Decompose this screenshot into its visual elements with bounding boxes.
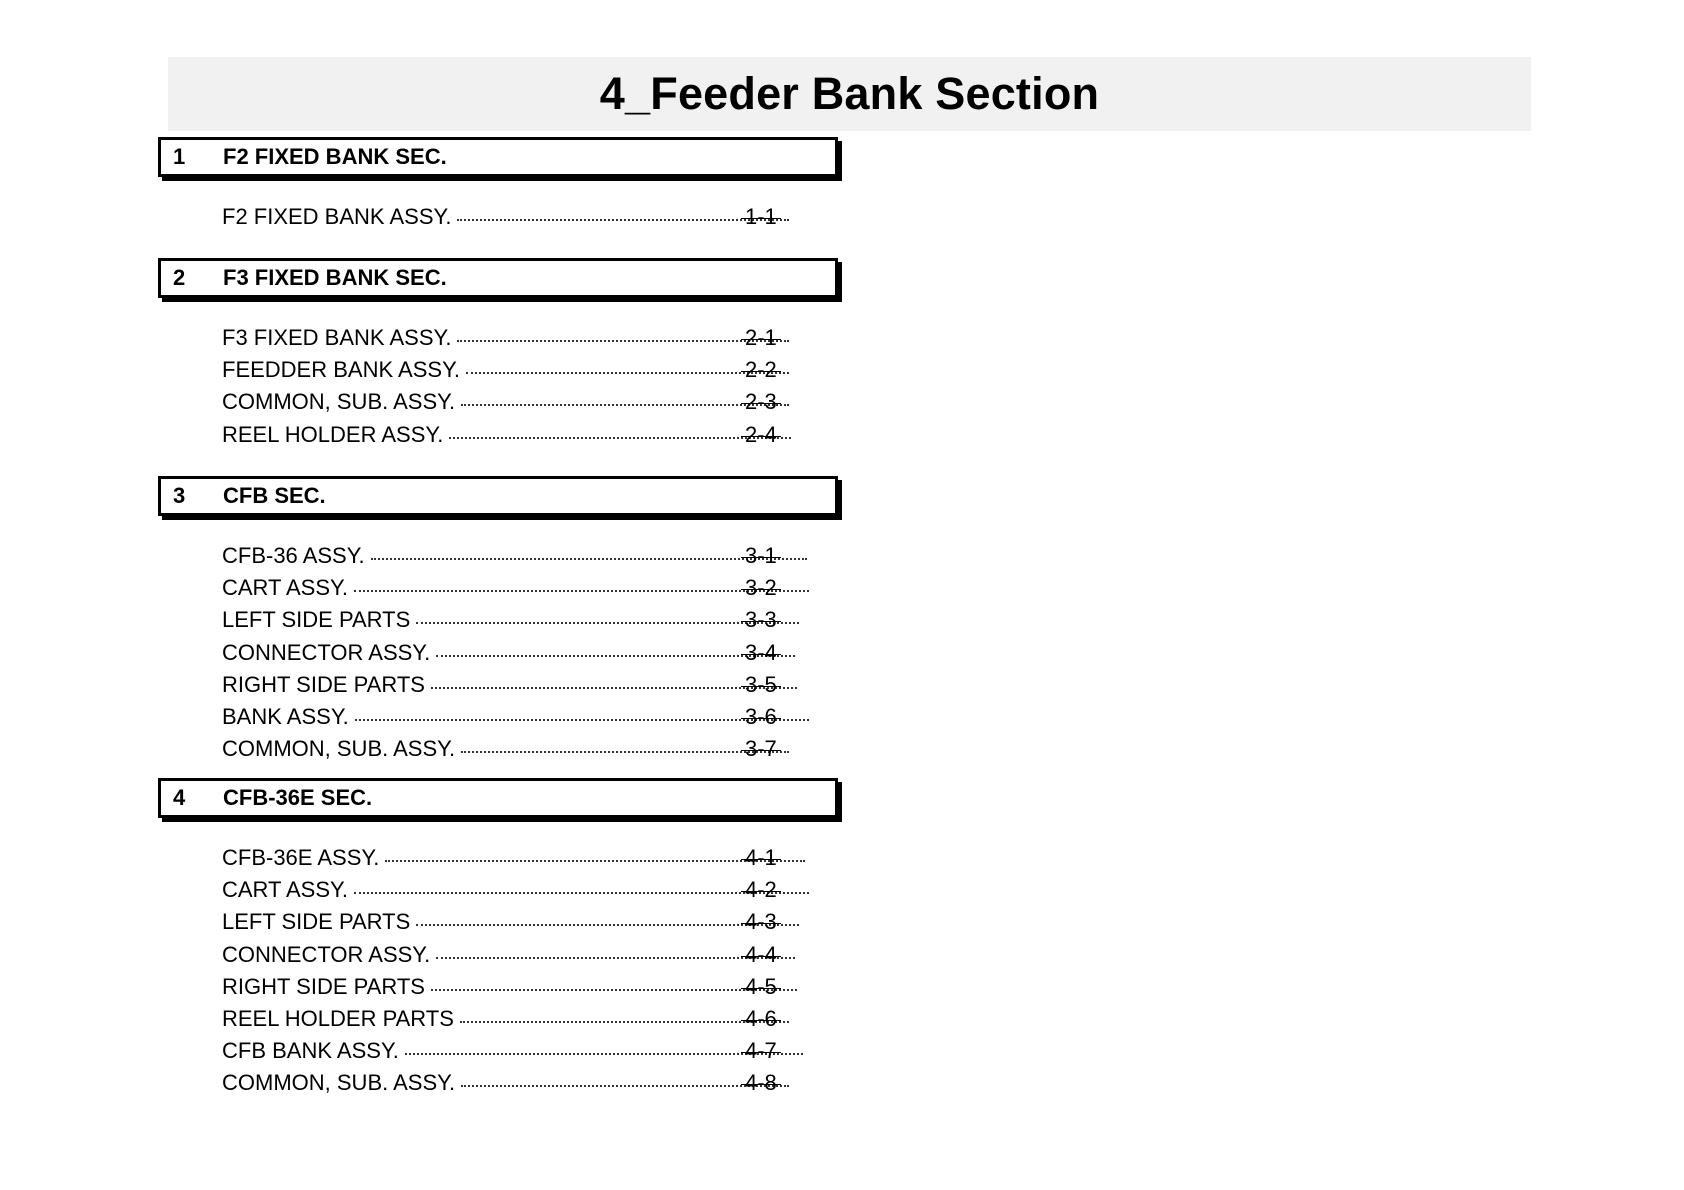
entry-name: COMMON, SUB. ASSY. <box>222 1067 459 1099</box>
entry-name: RIGHT SIDE PARTS <box>222 971 429 1003</box>
dot-leader <box>457 219 789 221</box>
entry-name: BANK ASSY. <box>222 701 353 733</box>
entry-name: CFB BANK ASSY. <box>222 1035 403 1067</box>
section-header-2[interactable] <box>158 258 838 298</box>
entry-page: 2-4 <box>745 419 777 451</box>
toc-entry[interactable] <box>222 354 822 386</box>
toc-entry[interactable] <box>222 637 822 669</box>
toc-entry[interactable] <box>222 733 822 765</box>
toc-entry[interactable] <box>222 1067 822 1099</box>
entry-page: 3-6 <box>745 701 777 733</box>
section-title: CFB SEC. <box>223 483 326 508</box>
entry-page: 4-7 <box>745 1035 777 1067</box>
dot-leader <box>354 892 809 894</box>
entry-page: 2-1 <box>745 322 777 354</box>
section-header-3[interactable] <box>158 476 838 516</box>
dot-leader <box>461 751 789 753</box>
toc-entry[interactable] <box>222 572 822 604</box>
toc-entry[interactable] <box>222 669 822 701</box>
dot-leader <box>405 1053 803 1055</box>
entry-name: LEFT SIDE PARTS <box>222 604 414 636</box>
section-header-4[interactable] <box>158 778 838 818</box>
entry-page: 4-1 <box>745 842 777 874</box>
toc-entry[interactable] <box>222 604 822 636</box>
section-4-entries <box>222 842 822 1100</box>
entry-name: CFB-36E ASSY. <box>222 842 383 874</box>
dot-leader <box>416 924 799 926</box>
entry-page: 2-3 <box>745 386 777 418</box>
entry-name: F3 FIXED BANK ASSY. <box>222 322 455 354</box>
dot-leader <box>385 860 805 862</box>
section-title: F2 FIXED BANK SEC. <box>223 144 447 169</box>
entry-name: CONNECTOR ASSY. <box>222 637 434 669</box>
entry-page: 1-1 <box>745 201 777 233</box>
entry-page: 3-2 <box>745 572 777 604</box>
entry-page: 4-3 <box>745 906 777 938</box>
dot-leader <box>416 622 799 624</box>
entry-name: LEFT SIDE PARTS <box>222 906 414 938</box>
section-1-entries <box>222 201 822 233</box>
entry-name: COMMON, SUB. ASSY. <box>222 386 459 418</box>
toc-entry[interactable] <box>222 540 822 572</box>
entry-page: 4-6 <box>745 1003 777 1035</box>
toc-entry[interactable] <box>222 971 822 1003</box>
toc-entry[interactable] <box>222 1003 822 1035</box>
page-title: 4_Feeder Bank Section <box>599 68 1100 119</box>
entry-name: FEEDDER BANK ASSY. <box>222 354 464 386</box>
dot-leader <box>436 957 795 959</box>
page-title-bar <box>168 57 1531 131</box>
entry-page: 3-5 <box>745 669 777 701</box>
entry-name: CART ASSY. <box>222 572 352 604</box>
entry-name: RIGHT SIDE PARTS <box>222 669 429 701</box>
dot-leader <box>371 558 807 560</box>
entry-page: 4-2 <box>745 874 777 906</box>
dot-leader <box>466 372 789 374</box>
dot-leader <box>354 590 809 592</box>
entry-name: CART ASSY. <box>222 874 352 906</box>
entry-page: 4-8 <box>745 1067 777 1099</box>
toc-entry[interactable] <box>222 419 822 451</box>
dot-leader <box>436 655 795 657</box>
entry-page: 3-3 <box>745 604 777 636</box>
section-2-entries <box>222 322 822 451</box>
dot-leader <box>431 989 797 991</box>
entry-page: 3-4 <box>745 637 777 669</box>
dot-leader <box>431 687 797 689</box>
entry-page: 4-4 <box>745 939 777 971</box>
entry-page: 3-1 <box>745 540 777 572</box>
toc-entry[interactable] <box>222 201 822 233</box>
entry-name: F2 FIXED BANK ASSY. <box>222 201 455 233</box>
toc-entry[interactable] <box>222 386 822 418</box>
toc-entry[interactable] <box>222 906 822 938</box>
entry-name: CONNECTOR ASSY. <box>222 939 434 971</box>
toc-entry[interactable] <box>222 874 822 906</box>
toc-entry[interactable] <box>222 939 822 971</box>
toc-entry[interactable] <box>222 322 822 354</box>
toc-entry[interactable] <box>222 701 822 733</box>
section-number: 2 <box>173 265 186 290</box>
entry-name: REEL HOLDER ASSY. <box>222 419 447 451</box>
section-number: 4 <box>173 785 186 810</box>
entry-name: REEL HOLDER PARTS <box>222 1003 458 1035</box>
entry-name: CFB-36 ASSY. <box>222 540 369 572</box>
entry-name: COMMON, SUB. ASSY. <box>222 733 459 765</box>
section-number: 1 <box>173 144 186 169</box>
section-title: F3 FIXED BANK SEC. <box>223 265 447 290</box>
dot-leader <box>355 719 809 721</box>
dot-leader <box>449 437 791 439</box>
dot-leader <box>460 1021 789 1023</box>
section-title: CFB-36E SEC. <box>223 785 373 810</box>
entry-page: 3-7 <box>745 733 777 765</box>
section-number: 3 <box>173 483 186 508</box>
toc-entry[interactable] <box>222 1035 822 1067</box>
dot-leader <box>461 1085 789 1087</box>
dot-leader <box>461 404 789 406</box>
toc-entry[interactable] <box>222 842 822 874</box>
entry-page: 4-5 <box>745 971 777 1003</box>
section-header-1[interactable] <box>158 137 838 177</box>
dot-leader <box>457 340 789 342</box>
entry-page: 2-2 <box>745 354 777 386</box>
section-3-entries <box>222 540 822 765</box>
